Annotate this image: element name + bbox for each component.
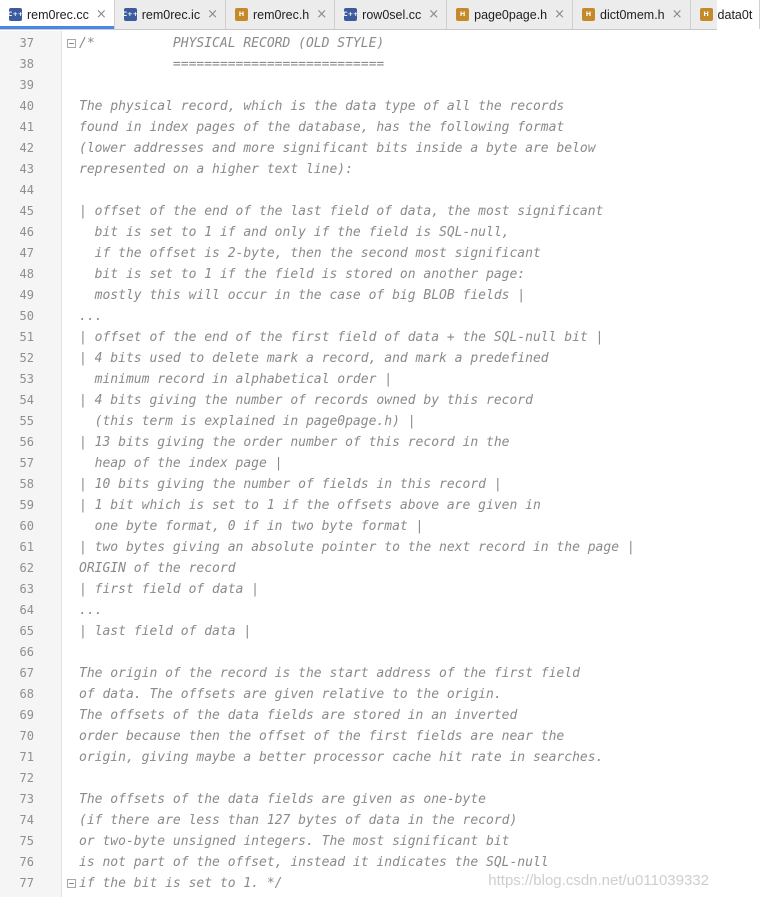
- code-line: [0, 474, 717, 495]
- header-file-icon: H: [235, 8, 248, 21]
- code-comment-text: | offset of the end of the first field of data + the SQL-null bit |: [79, 330, 604, 345]
- code-line: [0, 96, 717, 117]
- code-comment-text: one byte format, 0 if in two byte format |: [79, 519, 424, 534]
- code-comment-text: | 1 bit which is set to 1 if the offsets above are given in: [79, 498, 541, 513]
- line-number: 64: [19, 603, 34, 617]
- code-comment-text: | 10 bits giving the number of fields in this record |: [79, 477, 502, 492]
- line-number: 62: [19, 561, 34, 575]
- tab-rem0rec-ic[interactable]: [115, 0, 226, 29]
- code-comment-text: The offsets of the data fields are stored in an inverted: [79, 708, 518, 723]
- tab-row0sel-cc[interactable]: [335, 0, 447, 29]
- line-number: 57: [19, 456, 34, 470]
- code-line: [0, 75, 717, 96]
- cpp-file-icon: C++: [9, 8, 22, 21]
- line-number: 75: [19, 834, 34, 848]
- cpp-file-icon: C++: [344, 8, 357, 21]
- line-number: 46: [19, 225, 34, 239]
- code-comment-text: (lower addresses and more significant bits inside a byte are below: [79, 141, 596, 156]
- code-line: [0, 264, 717, 285]
- line-number: 40: [19, 99, 34, 113]
- code-comment-text: minimum record in alphabetical order |: [79, 372, 393, 387]
- tab-rem0rec-cc[interactable]: [0, 0, 115, 29]
- code-line: [0, 579, 717, 600]
- code-line: [0, 243, 717, 264]
- code-comment-text: bit is set to 1 if and only if the field is SQL-null,: [79, 225, 510, 240]
- code-line: [0, 621, 717, 642]
- line-number: 41: [19, 120, 34, 134]
- tab-dict0mem-h[interactable]: [573, 0, 691, 29]
- tab-label: rem0rec.ic: [141, 7, 201, 22]
- line-number: 47: [19, 246, 34, 260]
- code-line: [0, 747, 717, 768]
- line-number: 54: [19, 393, 34, 407]
- code-comment-text: if the offset is 2-byte, then the second most significant: [79, 246, 541, 261]
- code-comment-text: bit is set to 1 if the field is stored on another page:: [79, 267, 526, 282]
- line-number: 76: [19, 855, 34, 869]
- code-comment-text: | first field of data |: [79, 582, 260, 597]
- code-comment-text: (if there are less than 127 bytes of data in the record): [79, 813, 518, 828]
- line-number: 63: [19, 582, 34, 596]
- line-number: 65: [19, 624, 34, 638]
- code-comment-text: or two-byte unsigned integers. The most significant bit: [79, 834, 510, 849]
- code-line: [0, 33, 717, 54]
- line-number: 68: [19, 687, 34, 701]
- tab-label: rem0rec.h: [252, 7, 310, 22]
- code-line: [0, 201, 717, 222]
- code-comment-text: found in index pages of the database, has the following format: [79, 120, 565, 135]
- code-editor[interactable]: [0, 31, 717, 897]
- code-comment-text: ...: [79, 309, 103, 324]
- line-number: 67: [19, 666, 34, 680]
- code-line: [0, 663, 717, 684]
- code-comment-text: heap of the index page |: [79, 456, 283, 471]
- code-line: [0, 516, 717, 537]
- code-comment-text: | two bytes giving an absolute pointer to the next record in the page |: [79, 540, 635, 555]
- header-file-icon: H: [456, 8, 469, 21]
- code-comment-text: | last field of data |: [79, 624, 252, 639]
- code-comment-text: order because then the offset of the first fields are near the: [79, 729, 565, 744]
- line-number: 38: [19, 57, 34, 71]
- close-icon[interactable]: ×: [207, 7, 218, 22]
- code-area[interactable]: [0, 33, 717, 894]
- line-number: 39: [19, 78, 34, 92]
- code-line: [0, 411, 717, 432]
- code-line: [0, 495, 717, 516]
- code-line: [0, 138, 717, 159]
- close-icon[interactable]: ×: [428, 7, 440, 22]
- code-line: [0, 684, 717, 705]
- code-comment-text: | 4 bits giving the number of records owned by this record: [79, 393, 533, 408]
- line-number: 42: [19, 141, 34, 155]
- line-number: 74: [19, 813, 34, 827]
- code-line: [0, 432, 717, 453]
- fold-toggle-icon[interactable]: [67, 39, 76, 48]
- code-comment-text: of data. The offsets are given relative to the origin.: [79, 687, 502, 702]
- fold-toggle-icon[interactable]: [67, 879, 76, 888]
- code-line: [0, 285, 717, 306]
- close-icon[interactable]: ×: [316, 7, 328, 22]
- tab-label: page0page.h: [474, 7, 548, 22]
- line-number: 45: [19, 204, 34, 218]
- code-line: [0, 54, 717, 75]
- tab-label: row0sel.cc: [362, 7, 422, 22]
- code-line: [0, 789, 717, 810]
- code-comment-text: mostly this will occur in the case of big BLOB fields |: [79, 288, 526, 303]
- code-comment-text: | 13 bits giving the order number of this record in the: [79, 435, 510, 450]
- line-number: 66: [19, 645, 34, 659]
- code-comment-text: represented on a higher text line):: [79, 162, 353, 177]
- line-number: 52: [19, 351, 34, 365]
- code-line: [0, 852, 717, 873]
- line-number: 37: [19, 36, 34, 50]
- code-line: [0, 117, 717, 138]
- code-line: [0, 810, 717, 831]
- code-comment-text: ...: [79, 603, 103, 618]
- tab-label: data0t: [717, 7, 753, 22]
- line-number: 55: [19, 414, 34, 428]
- code-line: [0, 705, 717, 726]
- code-comment-text: /* PHYSICAL RECORD (OLD STYLE): [79, 36, 385, 51]
- header-file-icon: H: [582, 8, 595, 21]
- tab-label: dict0mem.h: [600, 7, 665, 22]
- code-line: [0, 768, 717, 789]
- code-comment-text: origin, giving maybe a better processor cache hit rate in searches.: [79, 750, 604, 765]
- line-number: 60: [19, 519, 34, 533]
- close-icon[interactable]: ×: [671, 7, 683, 22]
- line-number: 72: [19, 771, 34, 785]
- line-number: 70: [19, 729, 34, 743]
- line-number: 69: [19, 708, 34, 722]
- code-line: [0, 726, 717, 747]
- line-number: 51: [19, 330, 34, 344]
- code-comment-text: | 4 bits used to delete mark a record, and mark a predefined: [79, 351, 549, 366]
- code-line: [0, 222, 717, 243]
- tab-data0t[interactable]: [691, 0, 760, 29]
- close-icon[interactable]: ×: [95, 7, 107, 22]
- line-number: 43: [19, 162, 34, 176]
- code-line: [0, 180, 717, 201]
- code-line: [0, 537, 717, 558]
- code-line: [0, 348, 717, 369]
- line-number: 61: [19, 540, 34, 554]
- header-file-icon: H: [700, 8, 713, 21]
- code-comment-text: The physical record, which is the data type of all the records: [79, 99, 565, 114]
- code-comment-text: ===========================: [79, 57, 385, 72]
- code-comment-text: | offset of the end of the last field of data, the most significant: [79, 204, 604, 219]
- line-number: 59: [19, 498, 34, 512]
- tab-label: rem0rec.cc: [27, 7, 89, 22]
- watermark: https://blog.csdn.net/u011039332: [488, 872, 709, 889]
- code-comment-text: is not part of the offset, instead it indicates the SQL-null: [79, 855, 549, 870]
- cpp-file-icon: C++: [124, 8, 137, 21]
- code-line: [0, 306, 717, 327]
- line-number: 77: [19, 876, 34, 890]
- code-comment-text: (this term is explained in page0page.h) |: [79, 414, 416, 429]
- code-comment-text: ORIGIN of the record: [79, 561, 236, 576]
- close-icon[interactable]: ×: [554, 7, 566, 22]
- code-line: [0, 558, 717, 579]
- line-number: 50: [19, 309, 34, 323]
- line-number: 48: [19, 267, 34, 281]
- code-line: [0, 453, 717, 474]
- line-number: 56: [19, 435, 34, 449]
- line-number: 71: [19, 750, 34, 764]
- code-comment-text: if the bit is set to 1. */: [79, 876, 283, 891]
- code-line: [0, 327, 717, 348]
- code-line: [0, 159, 717, 180]
- code-line: [0, 642, 717, 663]
- code-line: [0, 369, 717, 390]
- line-number: 44: [19, 183, 34, 197]
- code-line: [0, 831, 717, 852]
- tab-rem0rec-h[interactable]: [226, 0, 335, 29]
- line-number: 49: [19, 288, 34, 302]
- line-number: 73: [19, 792, 34, 806]
- line-number: 53: [19, 372, 34, 386]
- code-line: [0, 600, 717, 621]
- line-number: 58: [19, 477, 34, 491]
- code-comment-text: The offsets of the data fields are given as one-byte: [79, 792, 486, 807]
- code-comment-text: The origin of the record is the start address of the first field: [79, 666, 580, 681]
- editor-tab-bar: [0, 0, 753, 30]
- code-line: [0, 390, 717, 411]
- tab-page0page-h[interactable]: [447, 0, 573, 29]
